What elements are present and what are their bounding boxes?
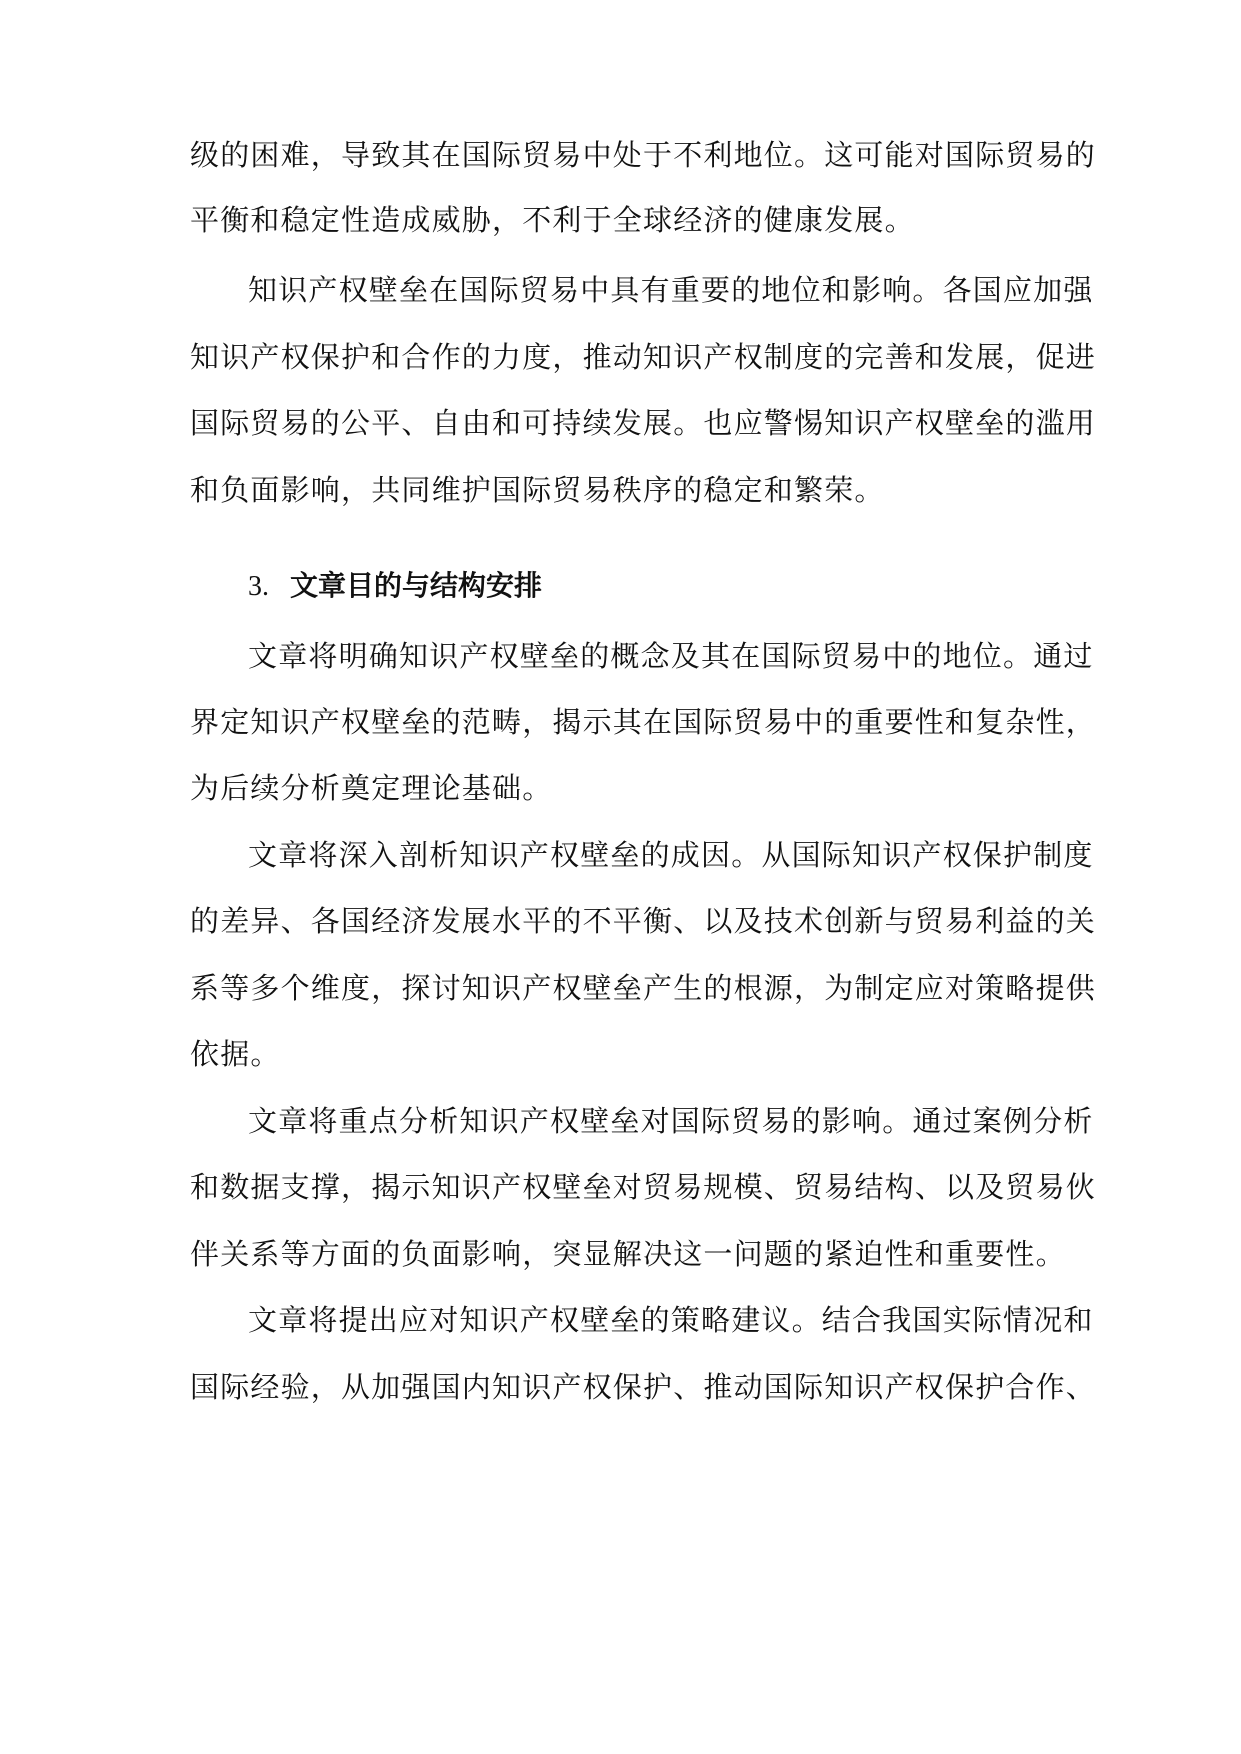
paragraph-line: 文章将明确知识产权壁垒的概念及其在国际贸易中的地位。通过	[248, 639, 1094, 673]
paragraph-line: 依据。	[190, 1037, 281, 1071]
paragraph-line: 文章将提出应对知识产权壁垒的策略建议。结合我国实际情况和	[248, 1303, 1094, 1337]
section-title: 文章目的与结构安排	[290, 569, 543, 602]
paragraph-line: 和数据支撑，揭示知识产权壁垒对贸易规模、贸易结构、以及贸易伙	[190, 1170, 1097, 1204]
paragraph-line: 知识产权壁垒在国际贸易中具有重要的地位和影响。各国应加强	[248, 273, 1094, 307]
paragraph-line: 伴关系等方面的负面影响，突显解决这一问题的紧迫性和重要性。	[190, 1237, 1066, 1271]
paragraph-line: 国际贸易的公平、自由和可持续发展。也应警惕知识产权壁垒的滥用	[190, 406, 1097, 440]
paragraph-line: 文章将重点分析知识产权壁垒对国际贸易的影响。通过案例分析	[248, 1104, 1094, 1138]
paragraph-line: 为后续分析奠定理论基础。	[190, 771, 553, 805]
paragraph-line: 界定知识产权壁垒的范畴，揭示其在国际贸易中的重要性和复杂性，	[190, 705, 1097, 739]
paragraph-line: 文章将深入剖析知识产权壁垒的成因。从国际知识产权保护制度	[248, 838, 1094, 872]
paragraph-line: 级的困难，导致其在国际贸易中处于不利地位。这可能对国际贸易的	[190, 138, 1097, 172]
paragraph-line: 平衡和稳定性造成威胁，不利于全球经济的健康发展。	[190, 203, 915, 237]
paragraph-line: 的差异、各国经济发展水平的不平衡、以及技术创新与贸易利益的关	[190, 904, 1097, 938]
paragraph-line: 和负面影响，共同维护国际贸易秩序的稳定和繁荣。	[190, 473, 885, 507]
paragraph-line: 系等多个维度，探讨知识产权壁垒产生的根源，为制定应对策略提供	[190, 971, 1097, 1005]
paragraph-line: 国际经验，从加强国内知识产权保护、推动国际知识产权保护合作、	[190, 1370, 1097, 1404]
section-number: 3.	[248, 571, 269, 602]
section-heading	[248, 566, 542, 606]
paragraph-line: 知识产权保护和合作的力度，推动知识产权制度的完善和发展，促进	[190, 340, 1097, 374]
